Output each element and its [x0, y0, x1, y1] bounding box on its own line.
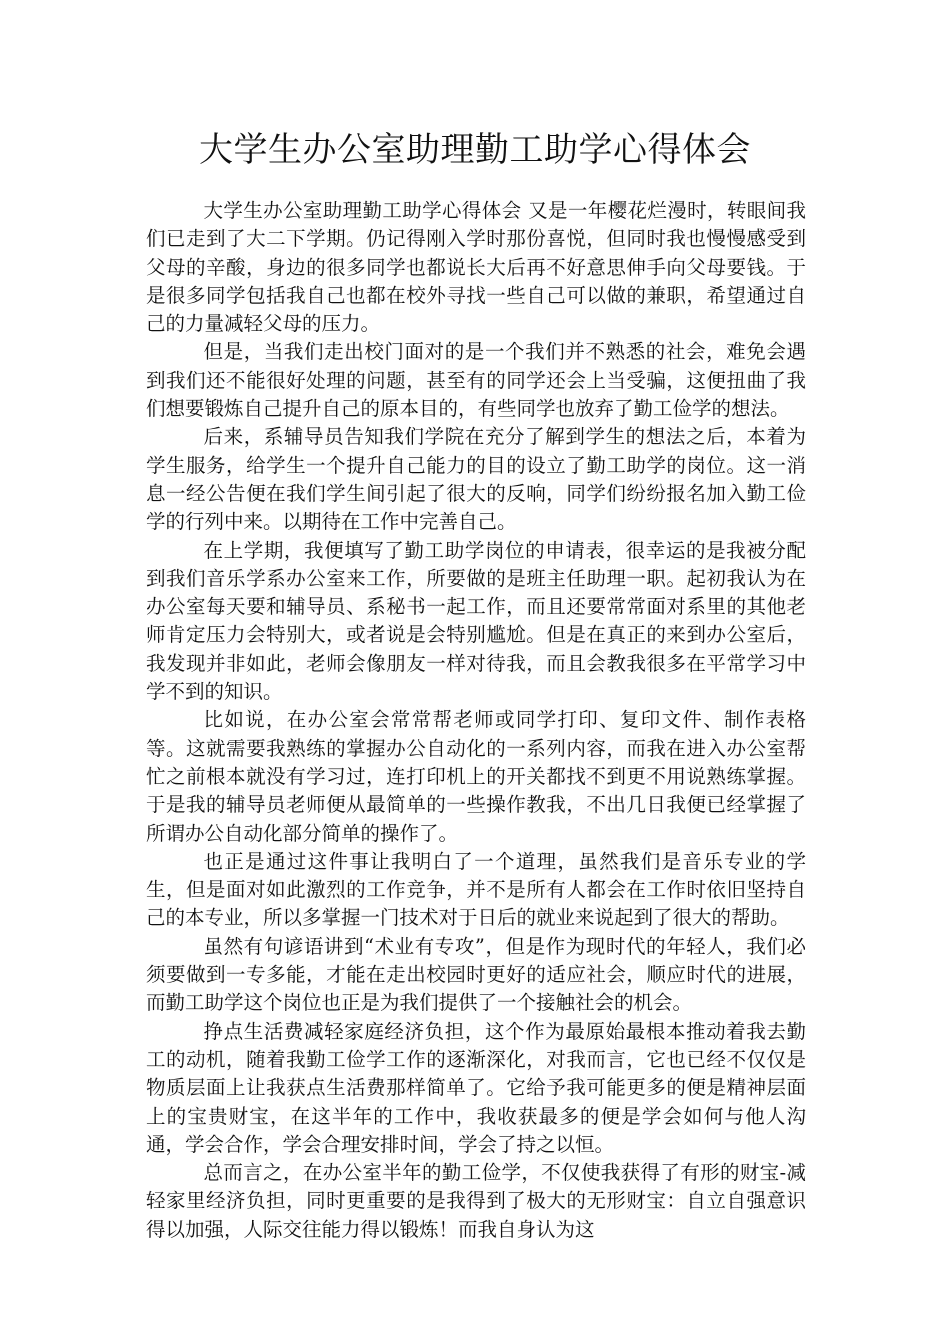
- paragraph-1: 大学生办公室助理勤工助学心得体会 又是一年樱花烂漫时，转眼间我们已走到了大二下学期。仍记得刚入学时那份喜悦，但同时我也慢慢感受到父母的辛酸，身边的很多同学也都说长大后再不好意思伸手向父母要钱。于是很多同学包括我自己也都在校外寻找一些自己可以做的兼职，希望通过自己的力量减轻父母的压力。: [146, 199, 806, 336]
- paragraph-3: 后来，系辅导员告知我们学院在充分了解到学生的想法之后，本着为学生服务，给学生一个提升自己能力的目的设立了勤工助学的岗位。这一消息一经公告便在我们学生间引起了很大的反响，同学们纷纷报名加入勤工俭学的行列中来。以期待在工作中完善自己。: [146, 425, 806, 534]
- paragraph-6: 也正是通过这件事让我明白了一个道理，虽然我们是音乐专业的学生，但是面对如此激烈的工作竞争，并不是所有人都会在工作时依旧坚持自己的本专业，所以多掌握一门技术对于日后的就业来说起到了很大的帮助。: [146, 849, 806, 930]
- paragraph-9: 总而言之，在办公室半年的勤工俭学，不仅使我获得了有形的财宝-减轻家里经济负担，同时更重要的是我得到了极大的无形财宝：自立自强意识得以加强，人际交往能力得以锻炼！而我自身认为这: [146, 1161, 806, 1241]
- document-title: 大学生办公室助理勤工助学心得体会: [199, 130, 751, 170]
- paragraph-4: 在上学期，我便填写了勤工助学岗位的申请表，很幸运的是我被分配到我们音乐学系办公室来工作，所要做的是班主任助理一职。起初我认为在办公室每天要和辅导员、系秘书一起工作，而且还要常常面对系里的其他老师肯定压力会特别大，或者说是会特别尴尬。但是在真正的来到办公室后，我发现并非如此，老师会像朋友一样对待我，而且会教我很多在平常学习中学不到的知识。: [146, 538, 806, 704]
- paragraph-8: 挣点生活费减轻家庭经济负担，这个作为最原始最根本推动着我去勤工的动机，随着我勤工俭学工作的逐渐深化，对我而言，它也已经不仅仅是物质层面上让我获点生活费那样简单了。它给予我可能更多的便是精神层面上的宝贵财宝，在这半年的工作中，我收获最多的便是学会如何与他人沟通，学会合作，学会合理安排时间，学会了持之以恒。: [146, 1019, 806, 1156]
- document-body: [146, 197, 806, 1244]
- paragraph-7: 虽然有句谚语讲到“术业有专攻”，但是作为现时代的年轻人，我们必须要做到一专多能，才能在走出校园时更好的适应社会，顺应时代的进展，而勤工助学这个岗位也正是为我们提供了一个接触社会的机会。: [146, 934, 806, 1015]
- paragraph-2: 但是，当我们走出校门面对的是一个我们并不熟悉的社会，难免会遇到我们还不能很好处理的问题，甚至有的同学还会上当受骗，这便扭曲了我们想要锻炼自己提升自己的原本目的，有些同学也放弃了勤工俭学的想法。: [146, 340, 806, 421]
- paragraph-5: 比如说，在办公室会常常帮老师或同学打印、复印文件、制作表格等。这就需要我熟练的掌握办公自动化的一系列内容，而我在进入办公室帮忙之前根本就没有学习过，连打印机上的开关都找不到更不用说熟练掌握。于是我的辅导员老师便从最简单的一些操作教我，不出几日我便已经掌握了所谓办公自动化部分简单的操作了。: [146, 708, 806, 845]
